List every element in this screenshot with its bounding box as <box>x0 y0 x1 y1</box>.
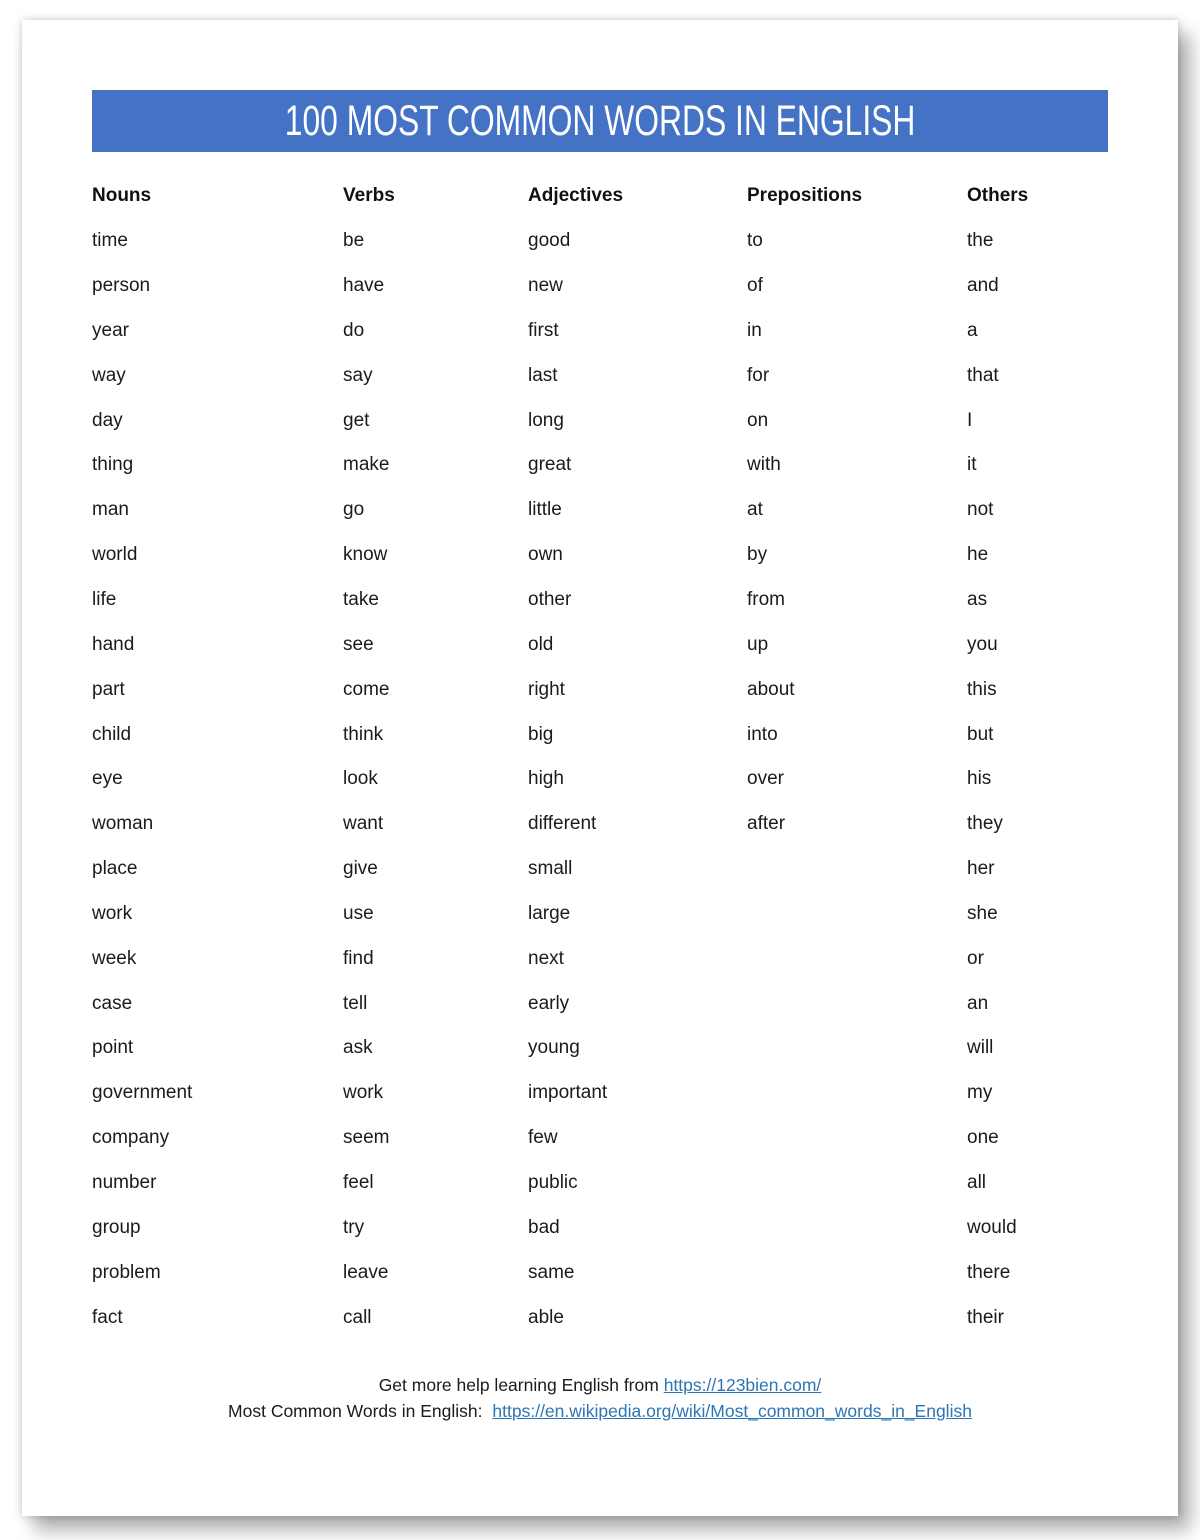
word: case <box>92 992 133 1014</box>
word: know <box>343 544 388 566</box>
word: seem <box>343 1127 390 1149</box>
word: there <box>967 1261 1011 1283</box>
word: for <box>747 364 770 386</box>
column-header: Verbs <box>343 185 395 207</box>
word: from <box>747 589 785 611</box>
word-column-prepositions <box>747 174 967 847</box>
word: group <box>92 1216 141 1238</box>
word: feel <box>343 1171 374 1193</box>
word-column-others <box>967 174 1108 1340</box>
word: child <box>92 723 132 745</box>
word: he <box>967 544 989 566</box>
word: eye <box>92 768 123 790</box>
word: of <box>747 275 763 297</box>
word: do <box>343 319 365 341</box>
word: small <box>528 858 573 880</box>
word: and <box>967 275 999 297</box>
footer-line1-text: Get more help learning English from <box>378 1375 659 1395</box>
word: as <box>967 589 988 611</box>
word: go <box>343 499 365 521</box>
word: or <box>967 947 984 969</box>
footer-link-123bien[interactable]: https://123bien.com/ <box>663 1375 822 1395</box>
word: able <box>528 1306 564 1328</box>
word: old <box>528 633 554 655</box>
word: she <box>967 902 998 924</box>
word: with <box>747 454 781 476</box>
footer-line2-text: Most Common Words in English: <box>228 1401 483 1421</box>
word-table <box>92 174 1108 1340</box>
word: take <box>343 589 379 611</box>
word: same <box>528 1261 575 1283</box>
word-column-verbs <box>343 174 528 1340</box>
word: high <box>528 768 564 790</box>
word: the <box>967 230 994 252</box>
word: good <box>528 230 571 252</box>
word: look <box>343 768 378 790</box>
column-header: Adjectives <box>528 185 624 207</box>
word: but <box>967 723 994 745</box>
column-header: Nouns <box>92 185 152 207</box>
word: would <box>967 1216 1017 1238</box>
word: think <box>343 723 384 745</box>
page-title: 100 MOST COMMON WORDS IN ENGLISH <box>284 96 916 145</box>
word: see <box>343 633 374 655</box>
word: by <box>747 544 768 566</box>
word: way <box>92 364 126 386</box>
word: about <box>747 678 795 700</box>
title-banner <box>92 90 1108 152</box>
word: have <box>343 275 385 297</box>
word: year <box>92 319 129 341</box>
word: world <box>92 544 138 566</box>
word: this <box>967 678 997 700</box>
word: little <box>528 499 562 521</box>
word: my <box>967 1082 993 1104</box>
word: leave <box>343 1261 389 1283</box>
word: it <box>967 454 977 476</box>
word: a <box>967 319 978 341</box>
word: into <box>747 723 778 745</box>
word: I <box>967 409 973 431</box>
word: few <box>528 1127 558 1149</box>
word: problem <box>92 1261 161 1283</box>
word: long <box>528 409 564 431</box>
word: at <box>747 499 763 521</box>
word: make <box>343 454 390 476</box>
word: bad <box>528 1216 560 1238</box>
word: company <box>92 1127 170 1149</box>
word: large <box>528 902 571 924</box>
word: part <box>92 678 125 700</box>
word: in <box>747 319 762 341</box>
word: give <box>343 858 378 880</box>
word: other <box>528 589 572 611</box>
word: week <box>92 947 137 969</box>
word: point <box>92 1037 134 1059</box>
word: own <box>528 544 563 566</box>
footer-link-wikipedia[interactable]: https://en.wikipedia.org/wiki/Most_common_words_in_English <box>492 1401 972 1421</box>
word: last <box>528 364 558 386</box>
word: person <box>92 275 151 297</box>
word: on <box>747 409 769 431</box>
word: ask <box>343 1037 373 1059</box>
footer <box>22 1372 1178 1424</box>
word: not <box>967 499 994 521</box>
word: call <box>343 1306 372 1328</box>
word: to <box>747 230 763 252</box>
word: public <box>528 1171 578 1193</box>
word: different <box>528 813 597 835</box>
footer-line2 <box>22 1398 1178 1424</box>
word: next <box>528 947 564 969</box>
word: work <box>343 1082 384 1104</box>
word: an <box>967 992 989 1014</box>
word: you <box>967 633 998 655</box>
word: man <box>92 499 129 521</box>
word: first <box>528 319 559 341</box>
word: they <box>967 813 1003 835</box>
word: over <box>747 768 784 790</box>
word: place <box>92 858 138 880</box>
word: woman <box>92 813 154 835</box>
word: tell <box>343 992 368 1014</box>
word: great <box>528 454 572 476</box>
word: his <box>967 768 992 790</box>
word: say <box>343 364 373 386</box>
word: one <box>967 1127 999 1149</box>
word: new <box>528 275 563 297</box>
word-column-adjectives <box>528 174 747 1340</box>
word: that <box>967 364 999 386</box>
word: young <box>528 1037 580 1059</box>
word: life <box>92 589 117 611</box>
word: number <box>92 1171 157 1193</box>
word: up <box>747 633 769 655</box>
word: after <box>747 813 786 835</box>
word: her <box>967 858 995 880</box>
word: use <box>343 902 374 924</box>
word: get <box>343 409 370 431</box>
word: be <box>343 230 365 252</box>
word: find <box>343 947 374 969</box>
column-header: Prepositions <box>747 185 863 207</box>
word: all <box>967 1171 987 1193</box>
word: will <box>967 1037 994 1059</box>
column-header: Others <box>967 185 1029 207</box>
word: important <box>528 1082 608 1104</box>
word: their <box>967 1306 1004 1328</box>
word: try <box>343 1216 365 1238</box>
word: hand <box>92 633 135 655</box>
word: work <box>92 902 133 924</box>
word: come <box>343 678 390 700</box>
footer-line1 <box>22 1372 1178 1398</box>
word-column-nouns <box>92 174 343 1340</box>
word: right <box>528 678 565 700</box>
word: early <box>528 992 570 1014</box>
word: want <box>343 813 384 835</box>
word: thing <box>92 454 134 476</box>
word: time <box>92 230 128 252</box>
word: fact <box>92 1306 123 1328</box>
word: day <box>92 409 123 431</box>
word: big <box>528 723 554 745</box>
document-page <box>22 20 1178 1516</box>
word: government <box>92 1082 193 1104</box>
